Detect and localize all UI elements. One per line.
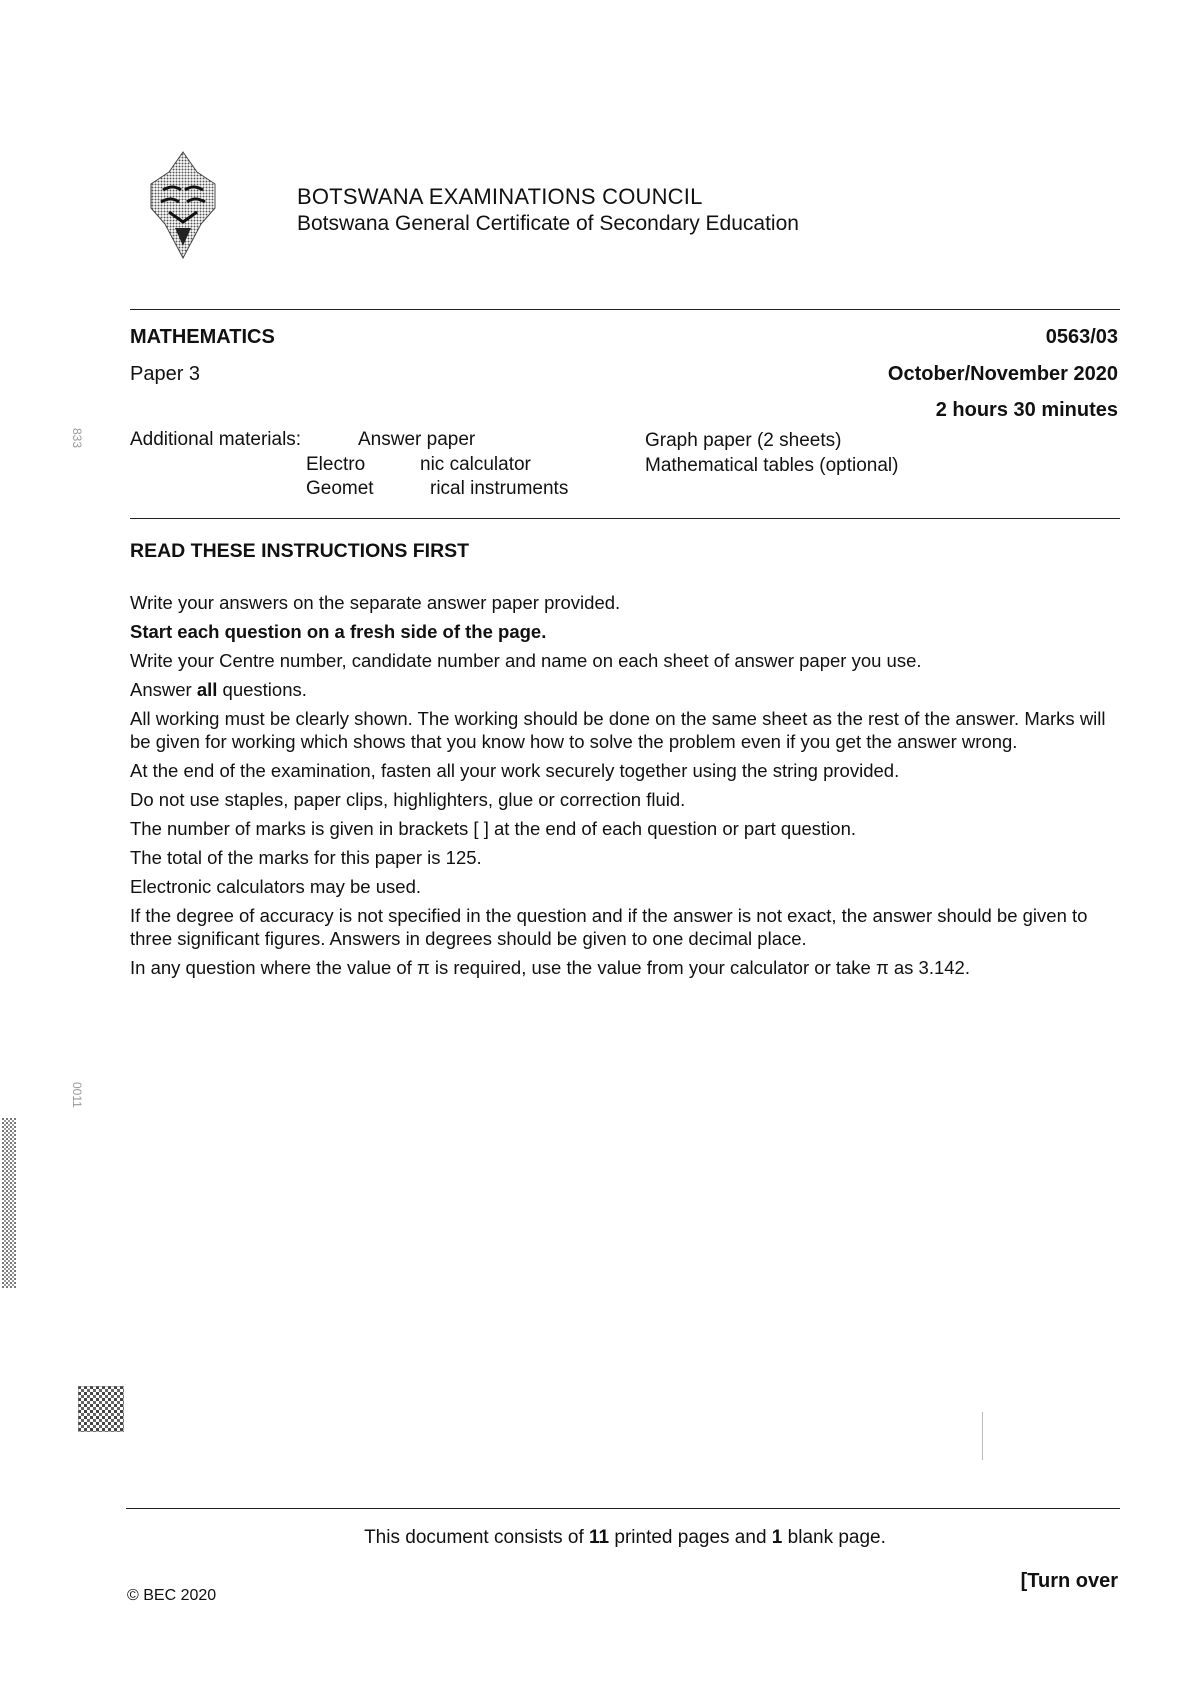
instruction-line [130, 678, 1120, 701]
instruction-line: Start each question on a fresh side of the page. [130, 621, 547, 642]
scan-artifact-line [982, 1412, 983, 1460]
side-margin-mark: 0011 [70, 1082, 84, 1108]
instruction-text: Answer [130, 679, 197, 700]
copyright-notice: © BEC 2020 [127, 1587, 217, 1604]
instruction-line: The number of marks is given in brackets [ ] at the end of each question or part question. [130, 818, 857, 839]
instruction-line: Write your answers on the separate answer paper provided. [130, 592, 621, 613]
instruction-line: If the degree of accuracy is not specified in the question and if the answer is not exact, the answer should be given to three significant figures. Answers in degrees should be given to one decimal place. [130, 905, 1088, 949]
instructions-heading: READ THESE INSTRUCTIONS FIRST [130, 540, 470, 562]
material-answer-paper: Answer paper [358, 429, 476, 450]
exam-session: October/November 2020 [887, 363, 1118, 385]
instruction-text: questions. [217, 679, 307, 700]
instruction-line: Write your Centre number, candidate number and name on each sheet of answer paper you use. [130, 650, 922, 671]
page-count-note [130, 1527, 1120, 1549]
material-calculator: nic calculator [420, 454, 531, 475]
printed-pages-count: 11 [589, 1527, 610, 1548]
page-count-text: blank page. [782, 1527, 886, 1548]
page-count-text: printed pages and [609, 1527, 772, 1548]
blank-pages-count: 1 [771, 1527, 783, 1548]
side-margin-mark: 833 [70, 428, 84, 449]
instruction-line: In any question where the value of π is required, use the value from your calculator or take π as 3.142. [130, 957, 970, 978]
exam-duration: 2 hours 30 minutes [935, 399, 1118, 421]
certificate-name: Botswana General Certificate of Secondary Education [297, 212, 799, 235]
footer-divider [126, 1508, 1120, 1509]
scan-strip-icon [2, 1118, 16, 1288]
instruction-line: Do not use staples, paper clips, highlighters, glue or correction fluid. [130, 789, 686, 810]
paper-number: Paper 3 [130, 363, 201, 385]
page-count-text: This document consists of [364, 1527, 590, 1548]
material-instruments: rical instruments [430, 478, 569, 499]
instruction-line: At the end of the examination, fasten all your work securely together using the string provided. [130, 760, 900, 781]
turn-over-label: [Turn over [1020, 1570, 1118, 1592]
bec-crest-logo-icon [145, 150, 221, 260]
material-graph-paper: Graph paper (2 sheets) [645, 430, 842, 451]
council-name: BOTSWANA EXAMINATIONS COUNCIL [297, 184, 703, 209]
material-tables: Mathematical tables (optional) [645, 455, 899, 476]
subject-title: MATHEMATICS [130, 326, 275, 348]
instruction-emphasis: all [196, 679, 218, 700]
top-divider [130, 309, 1120, 310]
instruction-line: Electronic calculators may be used. [130, 876, 421, 897]
qr-code-icon [78, 1386, 124, 1432]
instructions-list [130, 591, 1120, 985]
instruction-line: The total of the marks for this paper is 125. [130, 847, 482, 868]
material-electro: Electro [306, 454, 366, 475]
materials-divider [130, 518, 1120, 519]
material-geomet: Geomet [306, 478, 374, 499]
instruction-line: All working must be clearly shown. The working should be done on the same sheet as the rest of the answer. Marks will be given for working which shows that you know how to solve the problem even if you get the answer wrong. [130, 708, 1106, 752]
paper-code: 0563/03 [1045, 326, 1118, 348]
materials-label: Additional materials: [130, 429, 302, 450]
